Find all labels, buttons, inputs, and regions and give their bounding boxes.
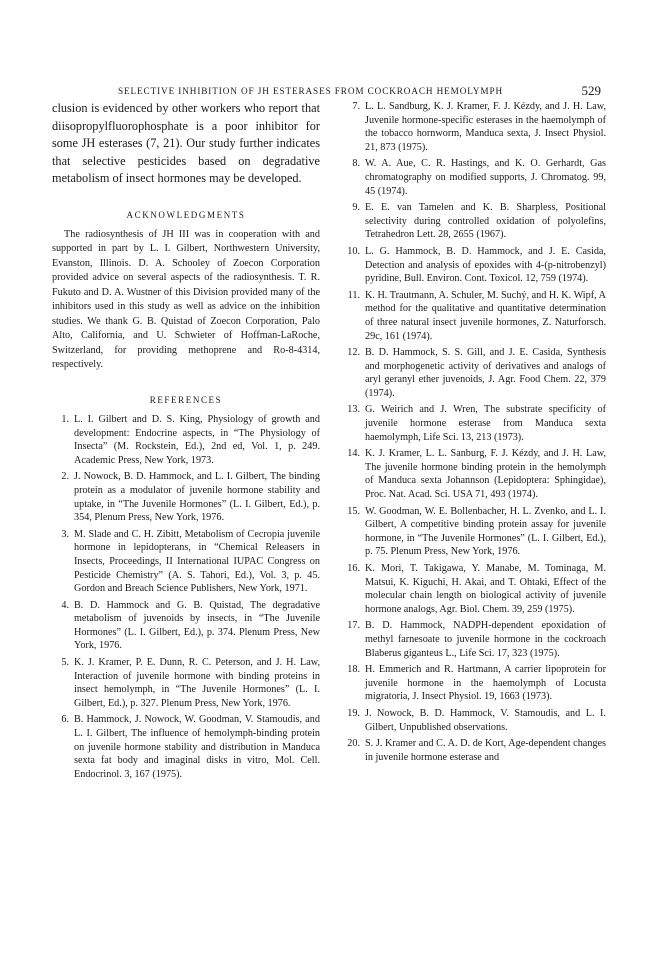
reference-number: 5. (61, 657, 69, 669)
reference-text: W. Goodman, W. E. Bollenbacher, H. L. Zvenko, and L. I. Gilbert, A competitive binding protein assay for juvenile hormone, in “The Juvenile Hormones” (L. I. Gilbert, Ed.), p. 75. Plenum Press, New York, 1976. (365, 505, 606, 558)
acknowledgments-paragraph: The radiosynthesis of JH III was in cooperation with and supported in part by L. I. Gilbert, Northwestern University, Evanston, Illinois. D. A. Schooley of Zoecon Corporation provided advice on several aspects of the radiosynthesis. T. R. Fukuto and D. A. Wustner of this Division provided many of the inhibitors used in this study as well as advice on the inhibition studies. We thank G. B. Quistad of Zoecon Corporation, Palo Alto, California, and U. Schwieter of Hoffman-LaRoche, Switzerland, for providing methoprene and Ro-8-4314, respectively. (52, 228, 320, 371)
reference-text: H. Emmerich and R. Hartmann, A carrier lipoprotein for juvenile hormone in the haemolymph of Locusta migratoria, J. Insect Physiol. 19, 1663 (1973). (365, 664, 606, 703)
reference-item (336, 619, 606, 660)
reference-number: 8. (352, 158, 360, 170)
reference-number: 17. (347, 620, 360, 632)
reference-text: K. J. Kramer, L. L. Sanburg, F. J. Kézdy, and J. H. Law, The juvenile hormone binding protein in the hemolymph of Manduca sexta Johannson (Lepidoptera: Sphingidae), Proc. Nat. Acad. Sci. USA 71, 493 (1974). (365, 448, 606, 501)
reference-item (336, 346, 606, 400)
reference-list-right (336, 100, 606, 764)
reference-text: K. H. Trautmann, A. Schuler, M. Suchý, and H. K. Wipf, A method for the qualitative and quantitative determination of three natural insect juvenile hormones, Z. Naturforsch. 29c, 161 (1974). (365, 289, 606, 342)
reference-number: 3. (61, 528, 69, 540)
reference-number: 15. (347, 505, 360, 517)
reference-number: 16. (347, 563, 360, 574)
reference-text: B. D. Hammock, NADPH-dependent epoxidation of methyl farnesoate to juvenile hormone in the cockroach Blaberus giganteus L., Life Sci. 17, 323 (1975). (365, 620, 606, 659)
reference-number: 12. (347, 347, 360, 359)
reference-item (52, 413, 320, 467)
reference-text: B. D. Hammock and G. B. Quistad, The degradative metabolism of juvenoids by insects, in “The Juvenile Hormones” (L. I. Gilbert, Ed.), p. 374. Plenum Press, New York, 1976. (74, 599, 320, 652)
reference-text: L. G. Hammock, B. D. Hammock, and J. E. Casida, Detection and analysis of epoxides with 4-(p-nitrobenzyl) pyridine, Bull. Environ. Cont. Toxicol. 12, 759 (1974). (365, 245, 606, 285)
reference-item (336, 737, 606, 764)
reference-text: E. E. van Tamelen and K. B. Sharpless, Positional selectivity during controlled oxidation of polyolefins, Tetrahedron Lett. 28, 2655 (1967). (365, 202, 606, 241)
page-number: 529 (581, 83, 601, 98)
reference-text: J. Nowock, B. D. Hammock, V. Stamoudis, and L. I. Gilbert, Unpublished observations. (365, 707, 606, 733)
reference-item (336, 707, 606, 734)
reference-number: 6. (61, 714, 69, 726)
reference-item (52, 470, 320, 524)
reference-item (336, 447, 606, 501)
reference-text: K. Mori, T. Takigawa, Y. Manabe, M. Tominaga, M. Matsui, K. Kiguchi, H. Akai, and T. Ohtaki, Effect of the molecular chain length on biological activity of juvenile hormone analogs, Agr. Biol. Chem. 39, 259 (1975). (365, 563, 606, 615)
running-head: SELECTIVE INHIBITION OF JH ESTERASES FROM COCKROACH HEMOLYMPH (118, 86, 504, 96)
reference-number: 14. (347, 448, 360, 460)
reference-number: 10. (347, 245, 360, 257)
reference-item (336, 157, 606, 198)
reference-item (336, 201, 606, 242)
references-heading: REFERENCES (149, 394, 223, 405)
reference-number: 4. (61, 599, 69, 611)
reference-number: 1. (61, 413, 69, 425)
reference-list-left (52, 413, 320, 781)
reference-text: S. J. Kramer and C. A. D. de Kort, Age-dependent changes in juvenile hormone esterase and (365, 738, 606, 763)
reference-number: 13. (347, 404, 360, 416)
reference-number: 7. (352, 101, 360, 112)
acknowledgments-heading: ACKNOWLEDGMENTS (126, 209, 246, 220)
right-column (336, 100, 606, 767)
reference-number: 18. (347, 664, 360, 676)
reference-text: J. Nowock, B. D. Hammock, and L. I. Gilbert, The binding protein as a modulator of juvenile hormone stability and uptake, in “The Juvenile Hormones” (L. I. Gilbert, Ed.), p. 354, Plenum Press, New York, 1976. (74, 471, 320, 524)
reference-number: 19. (347, 707, 360, 719)
reference-item (336, 403, 606, 444)
reference-number: 9. (352, 202, 360, 214)
reference-item (52, 656, 320, 710)
reference-text: K. J. Kramer, P. E. Dunn, R. C. Peterson, and J. H. Law, Interaction of juvenile hormone with binding proteins in insect hemolymph, in “The Juvenile Hormones” (L. I. Gilbert, Ed.), p. 327. Plenum Press, New York, 1976. (74, 657, 320, 709)
reference-text: L. L. Sandburg, K. J. Kramer, F. J. Kézdy, and J. H. Law, Juvenile hormone-specific esterases in the haemolymph of the tobacco hornworm, Manduca sexta, J. Insect Physiol. 21, 873 (1975). (365, 101, 606, 153)
reference-item (52, 599, 320, 653)
reference-item (336, 663, 606, 704)
reference-number: 20. (347, 738, 360, 750)
reference-text: B. D. Hammock, S. S. Gill, and J. E. Casida, Synthesis and morphogenetic activity of derivatives and analogs of aryl geranyl ether juvenoids, J. Agr. Food Chem. 22, 379 (1974). (365, 347, 606, 399)
reference-item (336, 505, 606, 559)
reference-text: G. Weirich and J. Wren, The substrate specificity of juvenile hormone esterase from Manduca sexta haemolymph, Life Sci. 13, 213 (1973). (365, 404, 606, 443)
left-column (52, 100, 320, 784)
reference-item (52, 713, 320, 781)
reference-item (336, 289, 606, 343)
reference-item (336, 562, 606, 616)
reference-item (336, 245, 606, 286)
intro-paragraph: clusion is evidenced by other workers who report that diisopropylfluorophosphate is a poor inhibitor for some JH esterases (7, 21). Our study further indicates that selective pesticides based on degradative metabolism of insect hormones may be developed. (52, 101, 320, 186)
reference-item (336, 100, 606, 154)
reference-text: M. Slade and C. H. Zibitt, Metabolism of Cecropia juvenile hormone in lepidopterans, in “Chemical Releasers in Insects, Proceedings, II International IUPAC Congress on Pesticide Chemistry” (A. S. Tahori, Ed.), Vol. 3, p. 45. Gordon and Breach Science Publishers, New York, 1971. (74, 528, 320, 595)
reference-text: W. A. Aue, C. R. Hastings, and K. O. Gerhardt, Gas chromatography on modified supports, J. Chromatog. 99, 45 (1974). (365, 158, 606, 197)
reference-text: B. Hammock, J. Nowock, W. Goodman, V. Stamoudis, and L. I. Gilbert, The influence of hemolymph-binding protein on juvenile hormone stability and distribution in Manduca sexta fat body and imaginal disks in vitro, Mol. Cell. Endocrinol. 3, 167 (1975). (74, 714, 320, 780)
reference-item (52, 528, 320, 596)
reference-number: 2. (61, 471, 69, 483)
reference-number: 11. (347, 289, 360, 301)
reference-text: L. I. Gilbert and D. S. King, Physiology of growth and development: Endocrine aspects, in “The Physiology of Insecta” (M. Rockstein, Ed.), 2nd ed, Vol. 1, p. 249. Academic Press, New York, 1973. (74, 413, 320, 466)
